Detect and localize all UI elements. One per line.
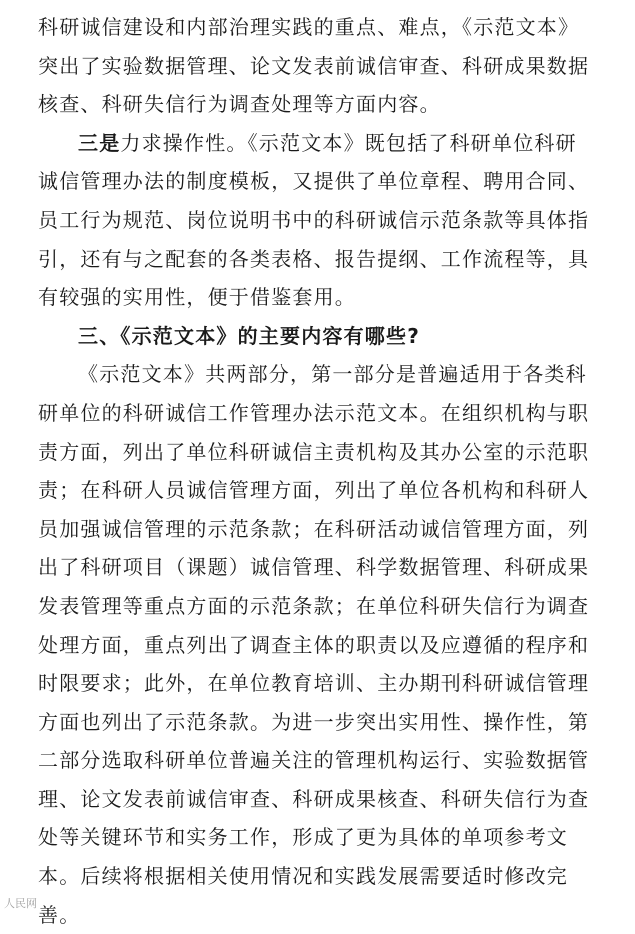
section-heading: 三、《示范文本》的主要内容有哪些? bbox=[78, 323, 421, 348]
text-line-13: 责；在科研人员诚信管理方面，列出了单位各机构和科研人 bbox=[38, 478, 590, 503]
text-line-15: 出了科研项目（课题）诚信管理、科学数据管理、科研成果 bbox=[38, 555, 590, 580]
text-line-7: 引，还有与之配套的各类表格、报告提纲、工作流程等，具 bbox=[38, 246, 590, 271]
text-line-11: 研单位的科研诚信工作管理办法示范文本。在组织机构与职 bbox=[38, 400, 590, 425]
text-line-12: 责方面，列出了单位科研诚信主责机构及其办公室的示范职 bbox=[38, 439, 590, 464]
text-line-14: 员加强诚信管理的示范条款；在科研活动诚信管理方面，列 bbox=[38, 516, 590, 541]
text-line-20: 二部分选取科研单位普遍关注的管理机构运行、实验数据管 bbox=[38, 748, 590, 773]
text-line-8: 有较强的实用性，便于借鉴套用。 bbox=[38, 285, 356, 310]
text-line-2: 突出了实验数据管理、论文发表前诚信审查、科研成果数据 bbox=[38, 53, 590, 78]
text-line-21: 理、论文发表前诚信审查、科研成果核查、科研失信行为查 bbox=[38, 786, 590, 811]
watermark-logo: 人民网 bbox=[4, 897, 37, 910]
text-line-16: 发表管理等重点方面的示范条款；在单位科研失信行为调查 bbox=[38, 593, 590, 618]
text-line-24: 善。 bbox=[38, 902, 81, 927]
bold-lead: 三是 bbox=[78, 130, 121, 155]
text-line-10: 《示范文本》共两部分，第一部分是普遍适用于各类科 bbox=[78, 362, 587, 387]
document-page bbox=[38, 8, 598, 934]
text-line-22: 处等关键环节和实务工作，形成了更为具体的单项参考文 bbox=[38, 825, 568, 850]
text-line-4 bbox=[38, 124, 598, 163]
text-line-3: 核查、科研失信行为调查处理等方面内容。 bbox=[38, 92, 441, 117]
text-line-1: 科研诚信建设和内部治理实践的重点、难点，《示范文本》 bbox=[38, 15, 580, 39]
text-line-23: 本。后续将根据相关使用情况和实践发展需要适时修改完 bbox=[38, 864, 568, 889]
text-line-17: 处理方面，重点列出了调查主体的职责以及应遵循的程序和 bbox=[38, 632, 590, 657]
text-line-19: 方面也列出了示范条款。为进一步突出实用性、操作性，第 bbox=[38, 709, 590, 734]
text-line-4-body: 力求操作性。《示范文本》既包括了科研单位科研 bbox=[120, 130, 577, 155]
text-line-18: 时限要求；此外，在单位教育培训、主办期刊科研诚信管理 bbox=[38, 671, 590, 696]
text-line-6: 员工行为规范、岗位说明书中的科研诚信示范条款等具体指 bbox=[38, 207, 590, 232]
text-line-5: 诚信管理办法的制度模板，又提供了单位章程、聘用合同、 bbox=[38, 169, 590, 194]
